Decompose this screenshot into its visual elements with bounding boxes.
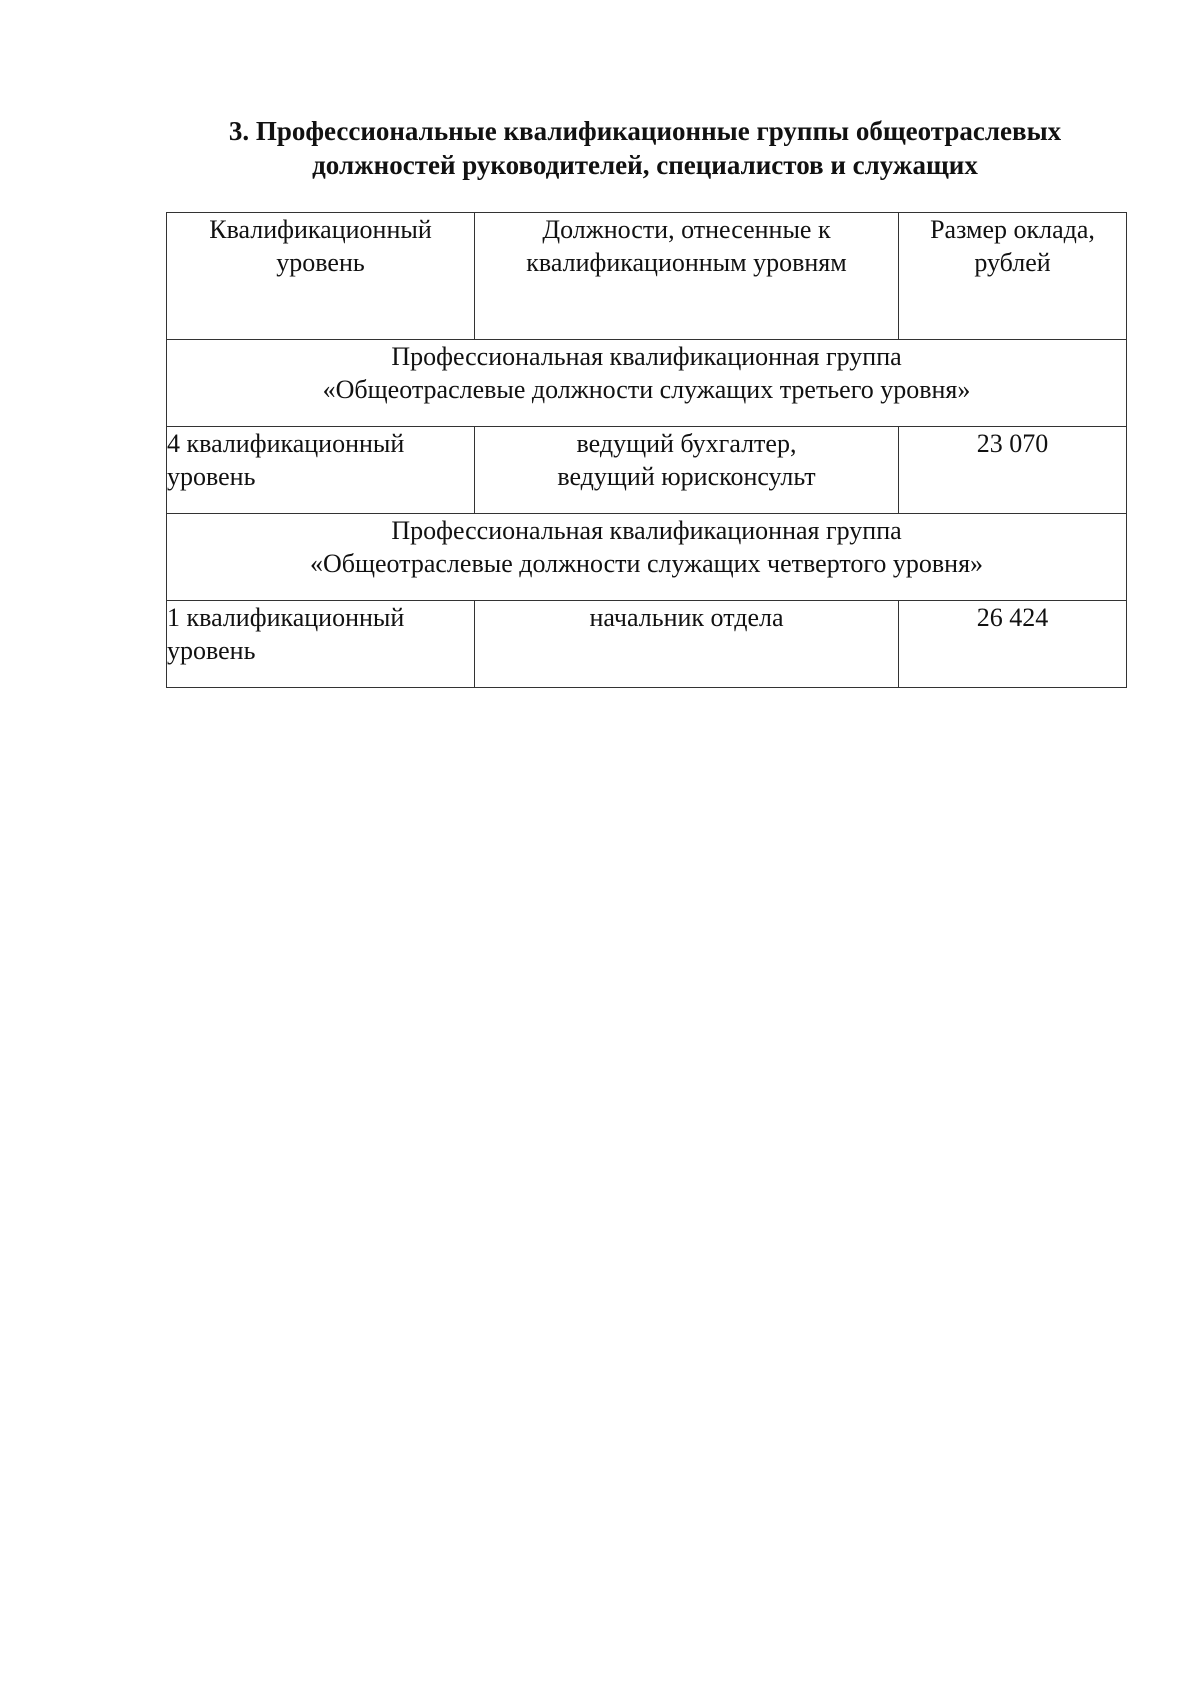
group-header-row [167, 514, 1127, 601]
column-header-level-line-2: уровень [276, 248, 365, 277]
salary-table [166, 212, 1127, 688]
cell-salary: 23 070 [899, 427, 1127, 514]
cell-positions [475, 427, 899, 514]
table-row [167, 601, 1127, 688]
group-title-line-1: Профессиональная квалификационная группа [391, 342, 902, 371]
column-header-positions-line-1: Должности, отнесенные к [542, 215, 831, 244]
group-title [167, 340, 1127, 427]
cell-level-line-2: уровень [167, 462, 256, 491]
group-title-line-2: «Общеотраслевые должности служащих третьего уровня» [322, 375, 971, 404]
column-header-salary-line-2: рублей [974, 248, 1051, 277]
column-header-salary [899, 213, 1127, 340]
cell-position-line-1: ведущий бухгалтер, [576, 429, 797, 458]
table-header-row [167, 213, 1127, 340]
group-title-line-1: Профессиональная квалификационная группа [391, 516, 902, 545]
table-row [167, 427, 1127, 514]
cell-position-line-1: начальник отдела [589, 603, 784, 632]
cell-level-line-1: 1 квалификационный [167, 603, 405, 632]
cell-salary: 26 424 [899, 601, 1127, 688]
page-title-line-2: должностей руководителей, специалистов и служащих [312, 150, 978, 180]
group-title-line-2: «Общеотраслевые должности служащих четвертого уровня» [309, 549, 984, 578]
column-header-level [167, 213, 475, 340]
page-title-line-1: 3. Профессиональные квалификационные группы общеотраслевых [228, 116, 1062, 146]
cell-level-line-2: уровень [167, 636, 256, 665]
column-header-salary-line-1: Размер оклада, [930, 215, 1095, 244]
cell-level [167, 601, 475, 688]
column-header-positions [475, 213, 899, 340]
column-header-positions-line-2: квалификационным уровням [526, 248, 847, 277]
cell-level-line-1: 4 квалификационный [167, 429, 405, 458]
page-title [160, 114, 1130, 182]
column-header-level-line-1: Квалификационный [209, 215, 432, 244]
cell-level [167, 427, 475, 514]
cell-positions [475, 601, 899, 688]
cell-position-line-2: ведущий юрисконсульт [557, 462, 816, 491]
group-title [167, 514, 1127, 601]
group-header-row [167, 340, 1127, 427]
